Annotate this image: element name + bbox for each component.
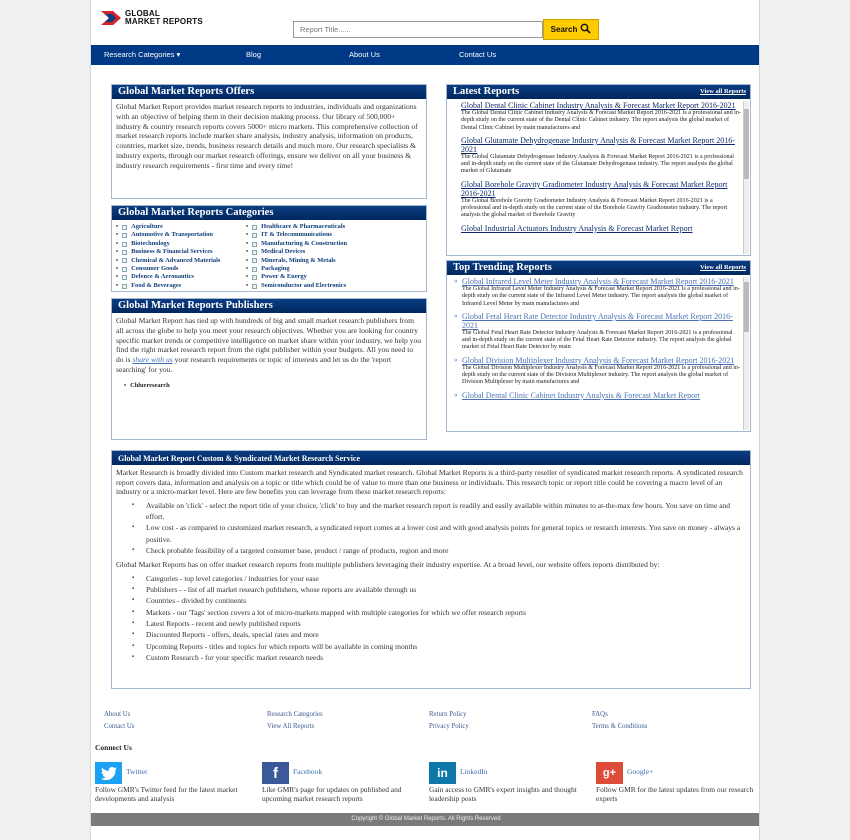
- bullet-icon: •: [116, 282, 119, 289]
- category-label[interactable]: Medical Devices: [261, 248, 306, 256]
- connect-us-heading: Connect Us: [95, 743, 132, 752]
- search-button-label: Search: [550, 25, 578, 34]
- category-icon: [122, 275, 127, 280]
- publishers-text-before: Global Market Report has tied up with hundreds of big and small market research publishers from all across the globe to help you meet your research objectives. Whether you are looking for country specific market trends or competitive intelligence on market share within your industry, we help you find the right market research report from the right publisher within your budgets. All you need to do is: [116, 316, 422, 365]
- list-item: ▪ Low cost - as compared to customized market research, a syndicated report comes at a lower cost and with good analysis points for general topics or research interests. You save on money - always a positive.: [132, 522, 746, 545]
- report-item: [453, 312, 741, 352]
- report-description: The Global Dental Clinic Cabinet Industry Analysis & Forecast Market Report 2016-2021 is a professional and in-depth study on the current state of the Dental Clinic Cabinet industry. The report analysis the global market of Dental Clinic Cabinet by main manufactures and: [461, 110, 741, 131]
- logo-line-2: MARKET REPORTS: [125, 17, 203, 26]
- trending-view-all-link[interactable]: View all Reports: [700, 264, 746, 271]
- footer-link-about-us[interactable]: About Us: [104, 711, 131, 718]
- category-icon: [122, 233, 127, 238]
- nav-about-us[interactable]: About Us: [349, 50, 380, 59]
- report-description: The Global Glutamate Dehydrogenase Industry Analysis & Forecast Market Report 2016-2021 is a professional and in-depth study on the current state of the Glutamate Dehydrogenase industry. The report analysis the global market of Glutamate: [461, 153, 734, 175]
- category-label[interactable]: Minerals, Mining & Metals: [261, 256, 336, 264]
- trending-reports-panel: [446, 260, 751, 432]
- bullet-icon: •: [246, 240, 249, 247]
- publisher-item[interactable]: • Chlueresearch: [124, 381, 170, 389]
- search-input[interactable]: Report Title......: [293, 21, 543, 38]
- category-icon: [252, 225, 257, 230]
- googleplus-desc: Follow GMR for the latest updates from our research experts: [596, 785, 754, 803]
- footer-link-contact-us[interactable]: Contact Us: [104, 723, 135, 730]
- list-item: ▪ Latest Reports - recent and newly published reports: [132, 618, 746, 629]
- category-label[interactable]: Automotive & Transportation: [131, 231, 213, 239]
- category-item[interactable]: [116, 248, 249, 256]
- social-googleplus[interactable]: [596, 762, 760, 803]
- footer-link-terms[interactable]: Terms & Conditions: [592, 723, 648, 730]
- social-linkedin[interactable]: [429, 762, 594, 803]
- category-icon: [252, 250, 257, 255]
- site-logo[interactable]: [101, 10, 203, 26]
- footer-link-view-all-reports[interactable]: View All Reports: [267, 723, 315, 730]
- category-item[interactable]: [246, 231, 376, 239]
- logo-line-1: GLOBAL: [125, 9, 160, 18]
- search-button[interactable]: [543, 19, 599, 40]
- category-icon: [122, 225, 127, 230]
- report-title-link[interactable]: Global Borehole Gravity Gradiometer Industry Analysis & Forecast Market Report 2016-2021: [461, 179, 728, 198]
- list-item: ▪ Available on 'click' - select the report title of your choice, 'click' to buy and the market research report is readily and easily available within minutes to at-the-max few hours. You save on time and effort.: [132, 500, 746, 523]
- bullet-icon: •: [116, 257, 119, 264]
- facebook-name[interactable]: Facebook: [293, 767, 323, 776]
- list-item: ▪ Countries - divided by continents: [132, 595, 746, 606]
- categories-title: Global Market Reports Categories: [112, 206, 426, 220]
- category-icon: [252, 233, 257, 238]
- category-label[interactable]: Business & Financial Services: [131, 248, 213, 256]
- site-header: [91, 0, 760, 44]
- offers-title: Global Market Reports Offers: [112, 85, 426, 99]
- bullet-icon: •: [246, 266, 249, 273]
- categories-panel: [111, 205, 427, 292]
- category-item[interactable]: [246, 273, 376, 281]
- footer-link-privacy-policy[interactable]: Privacy Policy: [429, 723, 469, 730]
- bullet-icon: •: [246, 274, 249, 281]
- custom-intro-text: Market Research is broadly divided into Custom market research and Syndicated market research. Global Market Reports is a third-party reseller of syndicated market research reports. A syndicated research report covers data, information and analysis on a topic or title which could be of value to more than one business or individuals. This research topic or report title could be covering a macro level of an industry or a micro-market level. Here are few benefits you can leverage from these market research reports:: [116, 468, 743, 497]
- googleplus-name[interactable]: Google+: [627, 767, 654, 776]
- report-description: The Global Fetal Heart Rate Detector Industry Analysis & Forecast Market Report 2016-2021 is a professional and in-depth study on the current state of the Fetal Heart Rate Detector industry. The report analysis the global market of Fetal Heart Rate Detector by main: [462, 329, 733, 351]
- report-item: [461, 101, 741, 132]
- report-title-link[interactable]: » Global Infrared Level Meter Industry Analysis & Forecast Market Report 2016-2021: [462, 277, 734, 286]
- category-icon: [252, 242, 257, 247]
- publishers-text-after: your research requirements or topic of interests and let us do the 'report searching' for you.: [116, 355, 392, 374]
- category-item[interactable]: [246, 223, 376, 231]
- category-label[interactable]: Food & Beverages: [131, 281, 182, 289]
- custom-distribution-text: Global Market Reports has on offer market research reports from multiple publishers leveraging their industry expertise. At a broad level, our website offers reports distributed by:: [116, 560, 660, 570]
- category-label[interactable]: IT & Telecommunications: [261, 231, 333, 239]
- social-facebook[interactable]: [262, 762, 427, 803]
- report-item: [453, 356, 741, 387]
- report-item: [453, 391, 741, 400]
- latest-reports-list[interactable]: [461, 101, 741, 254]
- category-icon: [122, 258, 127, 263]
- report-item: [453, 277, 741, 308]
- trending-scrollbar[interactable]: [743, 277, 749, 430]
- category-label[interactable]: Semiconductor and Electronics: [261, 281, 347, 289]
- bullet-icon: •: [116, 232, 119, 239]
- latest-view-all-link[interactable]: View all Reports: [700, 88, 746, 95]
- category-icon: [122, 250, 127, 255]
- categories-left-column: [116, 223, 249, 290]
- latest-reports-panel: [446, 84, 751, 256]
- bullet-icon: •: [246, 282, 249, 289]
- bullet-icon: •: [246, 249, 249, 256]
- category-item[interactable]: [246, 257, 376, 265]
- bullet-icon: •: [116, 249, 119, 256]
- linkedin-name[interactable]: LinkedIn: [460, 767, 488, 776]
- report-title-link[interactable]: » Global Fetal Heart Rate Detector Industry Analysis & Forecast Market Report 2016-2021: [462, 311, 733, 330]
- publishers-panel: [111, 298, 427, 440]
- logo-mark-icon: [101, 11, 123, 25]
- category-icon: [122, 284, 127, 289]
- report-description: The Global Division Multiplexer Industry Analysis & Forecast Market Report 2016-2021 is a professional and in-depth study on the current state of the Division Multiplexer industry. The report analysis the global market of Division Multiplexer by main manufactures and: [462, 364, 741, 386]
- category-icon: [122, 267, 127, 272]
- linkedin-desc: Gain access to GMR's expert insights and thought leadership posts: [429, 785, 577, 803]
- list-item: ▪ Publishers - - list of all market research publishers, whose reports are available through us: [132, 584, 746, 595]
- facebook-icon[interactable]: f: [262, 762, 289, 784]
- category-item[interactable]: [246, 265, 376, 273]
- category-label[interactable]: Agriculture: [131, 223, 163, 230]
- twitter-name[interactable]: Twitter: [126, 767, 148, 776]
- bullet-icon: •: [116, 266, 119, 273]
- googleplus-icon[interactable]: g+: [596, 762, 623, 784]
- social-twitter[interactable]: [95, 762, 260, 803]
- footer-link-faqs[interactable]: FAQs: [592, 711, 608, 718]
- category-label[interactable]: Packaging: [261, 265, 290, 273]
- facebook-desc: Like GMR's page for updates on published and upcoming market research reports: [262, 785, 402, 803]
- linkedin-icon[interactable]: in: [429, 762, 456, 784]
- report-description: The Global Infrared Level Meter Industry Analysis & Forecast Market Report 2016-2021 is a professional and in-depth study on the current state of the Infrared Level Meter industry. The report analysis the global market of Infrared Level Meter by main manufactures and: [462, 286, 740, 307]
- publishers-title: Global Market Reports Publishers: [112, 299, 426, 313]
- list-item: ▪ Check probable feasibility of a targeted consumer base, product / range of products, region and more: [132, 545, 746, 556]
- bullet-icon: •: [246, 257, 249, 264]
- category-item[interactable]: [116, 265, 249, 273]
- footer-link-return-policy[interactable]: Return Policy: [429, 711, 467, 718]
- footer-link-research-categories[interactable]: Research Categories: [267, 711, 323, 718]
- bullet-icon: •: [246, 224, 249, 230]
- category-item[interactable]: [246, 282, 376, 290]
- category-item[interactable]: [246, 240, 376, 248]
- categories-right-column: [246, 223, 376, 290]
- list-item: ▪ Discounted Reports - offers, deals, special rates and more: [132, 629, 746, 640]
- category-label[interactable]: Consumer Goods: [131, 265, 179, 273]
- twitter-desc: Follow GMR's Twitter feed for the latest market developments and analysis: [95, 785, 238, 803]
- category-label[interactable]: Chemical & Advanced Materials: [131, 256, 221, 264]
- category-icon: [252, 284, 257, 289]
- copyright-bar: Copyright © Global Market Reports. All Rights Reserved: [91, 813, 760, 826]
- page-container: [90, 0, 760, 840]
- list-item: ▪ Markets - our 'Tags' section covers a lot of micro-markets mapped with multiple categories for which we offer research reports: [132, 607, 746, 618]
- trending-reports-list[interactable]: [453, 277, 741, 430]
- trending-reports-title: Top Trending Reports View all Reports: [447, 261, 750, 275]
- report-title-link[interactable]: Global Glutamate Dehydrogenase Industry Analysis & Forecast Market Report 2016-2021: [461, 135, 735, 154]
- category-label[interactable]: Healthcare & Pharmaceuticals: [261, 223, 346, 230]
- bullet-icon: •: [116, 240, 119, 247]
- latest-scrollbar[interactable]: [743, 101, 749, 254]
- category-item[interactable]: [116, 231, 249, 239]
- offers-text: Global Market Report provides market research reports to industries, individuals and organizations with an objective of helping them in their decision making process. Our library of 500,000+ industry & country research reports covers 5000+ micro markets. This comprehensive collection of market research reports include market share analysis, industry analysis, information on products, countries, market size, trends, business research details and much more. Our research specialists & industry experts, through our market research offerings, ensure we deliver on all your business & industry research requirements - first time and every time!: [116, 102, 418, 170]
- bullet-icon: •: [246, 232, 249, 239]
- category-label[interactable]: Biotechnology: [131, 239, 170, 247]
- category-label[interactable]: Power & Energy: [261, 273, 307, 281]
- list-item: ▪ Custom Research - for your specific market research needs: [132, 652, 746, 663]
- category-label[interactable]: Defence & Aeronautics: [131, 273, 194, 281]
- distribution-list: [132, 573, 746, 663]
- report-title-link[interactable]: Global Dental Clinic Cabinet Industry Analysis & Forecast Market Report 2016-2021: [461, 101, 736, 110]
- report-item: [461, 136, 741, 176]
- main-nav: [91, 45, 760, 65]
- list-item: ▪ Upcoming Reports - titles and topics for which reports will be available in coming months: [132, 641, 746, 652]
- benefits-list: [132, 500, 746, 556]
- nav-research-categories[interactable]: Research Categories ▾: [104, 50, 181, 59]
- share-with-us-link[interactable]: share with us: [132, 355, 173, 365]
- custom-research-title: Global Market Report Custom & Syndicated Market Research Service: [112, 451, 750, 465]
- custom-research-panel: [111, 450, 751, 689]
- nav-blog[interactable]: Blog: [246, 50, 262, 59]
- bullet-icon: •: [116, 224, 119, 230]
- category-label[interactable]: Manufacturing & Construction: [261, 239, 348, 247]
- category-item[interactable]: [116, 223, 249, 231]
- category-item[interactable]: [116, 281, 249, 290]
- report-item: [461, 224, 741, 233]
- category-item[interactable]: [116, 239, 249, 248]
- report-title-link[interactable]: Global Industrial Actuators Industry Analysis & Forecast Market Report: [461, 223, 693, 233]
- report-title-link[interactable]: » Global Division Multiplexer Industry Analysis & Forecast Market Report 2016-2021: [462, 355, 735, 365]
- category-item[interactable]: [116, 256, 249, 265]
- category-icon: [252, 258, 257, 263]
- latest-reports-title: Latest Reports View all Reports: [447, 85, 750, 99]
- offers-panel: [111, 84, 427, 199]
- report-description: The Global Borehole Gravity Gradiometer Industry Analysis & Forecast Market Report 2016-2021 is a professional and in-depth study on the current state of the Borehole Gravity Gradiometer industry. The report analysis the global market of Borehole Gravity: [461, 197, 728, 219]
- report-item: [461, 180, 741, 220]
- category-item[interactable]: [116, 273, 249, 281]
- twitter-icon[interactable]: [95, 762, 122, 784]
- category-item[interactable]: [246, 248, 376, 256]
- bullet-icon: •: [116, 274, 119, 281]
- report-title-link[interactable]: » Global Dental Clinic Cabinet Industry Analysis & Forecast Market Report: [462, 390, 700, 400]
- category-icon: [252, 275, 257, 280]
- category-icon: [252, 267, 257, 272]
- category-icon: [122, 242, 127, 247]
- magnifier-icon: [580, 23, 591, 36]
- list-item: ▪ Categories - top level categories / industries for your ease: [132, 573, 746, 584]
- nav-contact-us[interactable]: Contact Us: [459, 50, 497, 59]
